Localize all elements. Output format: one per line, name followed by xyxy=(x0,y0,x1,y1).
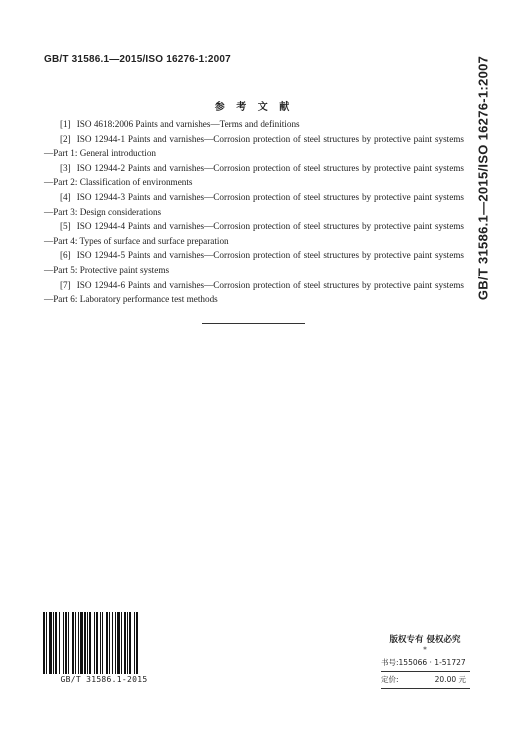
barcode-bar xyxy=(106,612,108,674)
barcode-bar xyxy=(43,612,45,674)
barcode-bar xyxy=(72,612,74,674)
barcode-bar xyxy=(75,612,76,674)
barcode-bar xyxy=(59,612,60,674)
reference-item xyxy=(44,248,464,277)
barcode-bar xyxy=(121,612,122,674)
barcode-bar xyxy=(129,612,131,674)
barcode-bar xyxy=(46,612,47,674)
barcode-bar xyxy=(78,612,79,674)
reference-text: ISO 4618:2006 Paints and varnishes—Terms and definitions xyxy=(76,119,300,129)
barcode-bar xyxy=(124,612,126,674)
barcode-bar xyxy=(96,612,98,674)
reference-text: ISO 12944-6 Paints and varnishes—Corrosion protection of steel structures by protective paint systems—Part 6: Laboratory performance test methods xyxy=(44,279,464,305)
barcode-bar xyxy=(65,612,67,674)
reference-number: [3] xyxy=(60,162,71,173)
barcode-bar xyxy=(134,612,135,674)
price-value: 20.00 元 xyxy=(434,675,466,684)
barcode-bar xyxy=(55,612,57,674)
barcode-bar xyxy=(53,612,54,674)
barcode-bar xyxy=(112,612,113,674)
barcode-graphic xyxy=(42,612,166,674)
barcode xyxy=(42,612,166,674)
barcode-bar xyxy=(102,612,103,674)
side-standard-code-text: GB/T 31586.1—2015/ISO 16276-1:2007 xyxy=(475,55,491,301)
reference-item xyxy=(44,117,464,132)
copyright-notice: 版权专有 侵权必究 xyxy=(389,635,461,645)
reference-item xyxy=(44,219,464,248)
star-mark: * xyxy=(423,646,427,654)
barcode-bar xyxy=(80,612,83,674)
reference-text: ISO 12944-5 Paints and varnishes—Corrosion protection of steel structures by protective paint systems—Part 5: Protective paint systems xyxy=(44,250,464,275)
reference-number: [4] xyxy=(60,191,71,202)
barcode-bar xyxy=(136,612,138,674)
barcode-bar xyxy=(117,612,120,674)
reference-text: ISO 12944-3 Paints and varnishes—Corrosion protection of steel structures by protective paint systems—Part 3: Design considerations xyxy=(44,191,464,217)
bibliography-title: 参 考 文 献 xyxy=(214,102,294,113)
reference-number: [5] xyxy=(60,221,71,232)
reference-number: [1] xyxy=(60,119,71,129)
barcode-bar xyxy=(68,612,69,674)
reference-text: ISO 12944-1 Paints and varnishes—Corrosion protection of steel structures by protective paint systems—Part 1: General introduction xyxy=(44,133,464,159)
barcode-bar xyxy=(100,612,101,674)
reference-number: [2] xyxy=(60,133,71,144)
barcode-bar xyxy=(89,612,91,674)
end-rule xyxy=(202,323,305,324)
reference-list xyxy=(44,117,464,307)
side-standard-code xyxy=(468,55,498,301)
barcode-bar xyxy=(127,612,128,674)
barcode-bar xyxy=(84,612,86,674)
barcode-bar xyxy=(94,612,95,674)
price-line xyxy=(381,674,470,689)
barcode-bar xyxy=(109,612,110,674)
reference-item xyxy=(44,278,464,307)
reference-item xyxy=(44,132,464,161)
reference-text: ISO 12944-2 Paints and varnishes—Corrosion protection of steel structures by protective paint systems—Part 2: Classification of environments xyxy=(44,162,464,188)
barcode-bar xyxy=(115,612,116,674)
reference-text: ISO 12944-4 Paints and varnishes—Corrosion protection of steel structures by protective paint systems—Part 4: Types of surface and surface preparation xyxy=(44,221,464,246)
barcode-bar xyxy=(49,612,52,674)
reference-number: [6] xyxy=(60,250,71,261)
price-label: 定价: xyxy=(381,675,399,684)
barcode-bar xyxy=(87,612,88,674)
reference-item xyxy=(44,190,464,219)
header-standard-code: GB/T 31586.1—2015/ISO 16276-1:2007 xyxy=(44,54,231,65)
barcode-bar xyxy=(63,612,64,674)
book-number: 书号:155066 · 1-51727 xyxy=(381,657,470,672)
barcode-text: GB/T 31586.1-2015 xyxy=(60,675,148,684)
reference-number: [7] xyxy=(60,279,71,290)
reference-item xyxy=(44,161,464,190)
